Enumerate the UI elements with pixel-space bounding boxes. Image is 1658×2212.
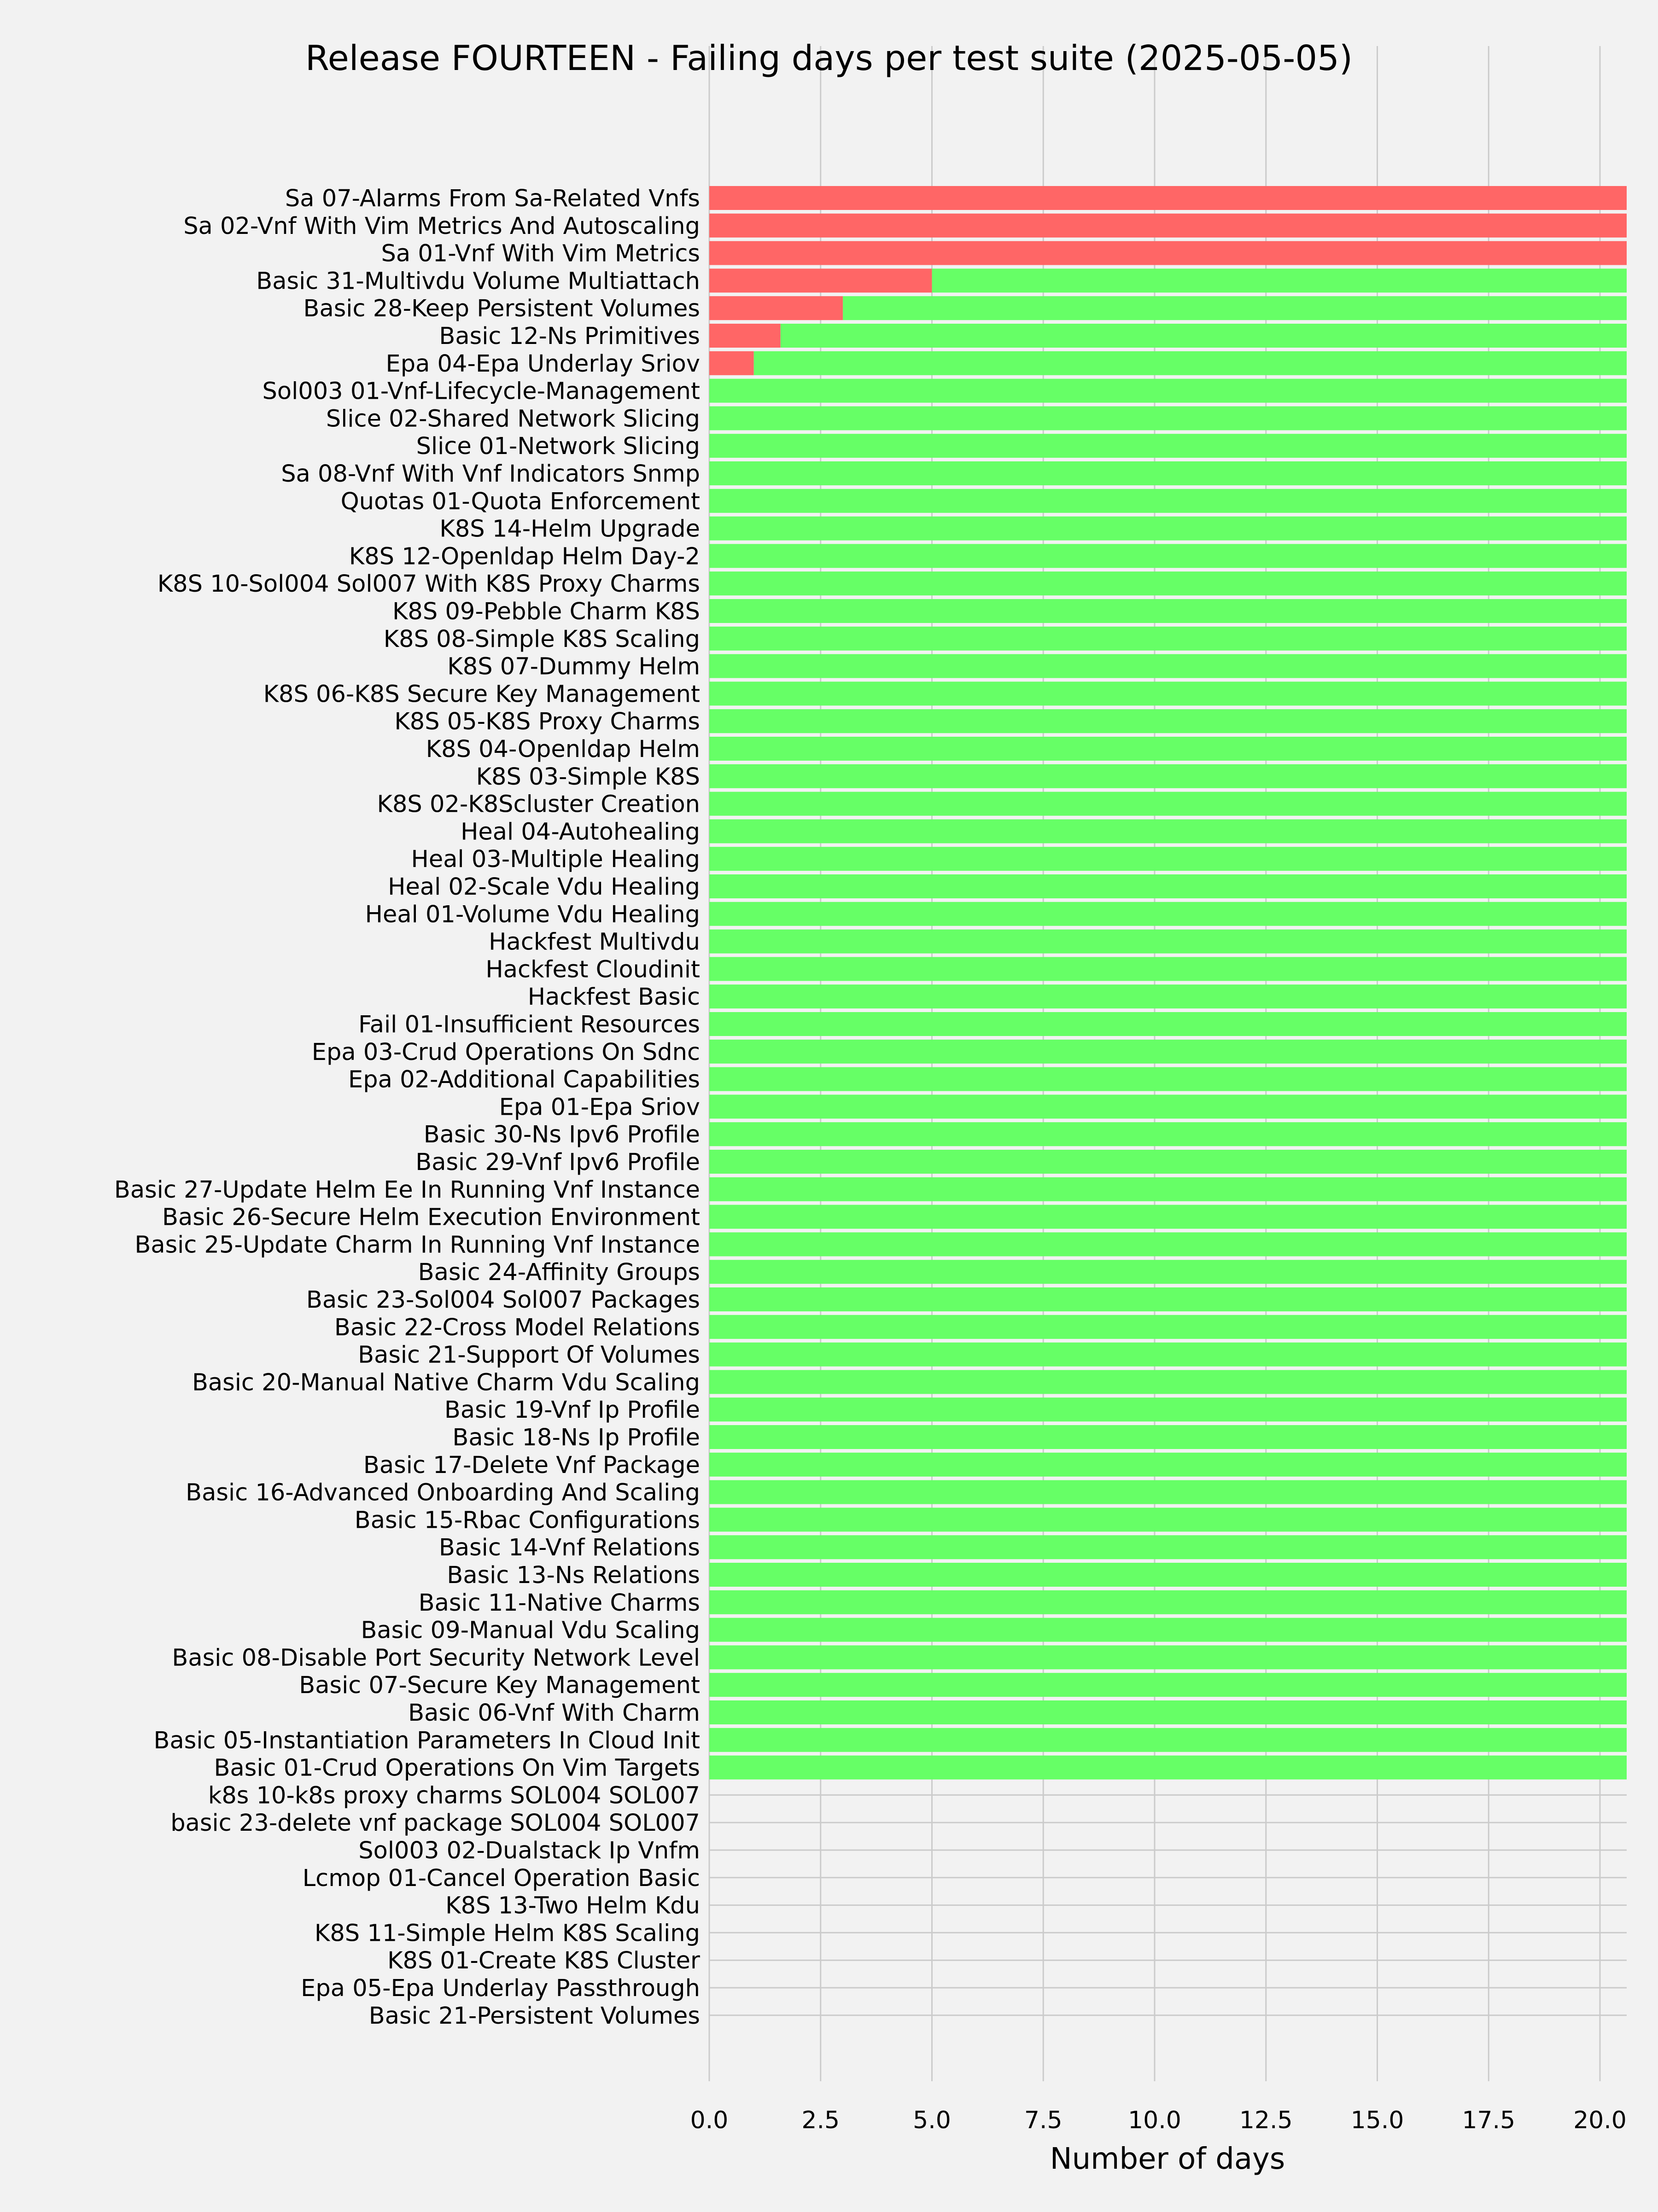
category-label: Epa 03-Crud Operations On Sdnc [311, 1038, 700, 1066]
pass-bar [709, 599, 1627, 623]
category-label: Basic 19-Vnf Ip Profile [444, 1397, 700, 1424]
pass-bar [709, 847, 1627, 871]
pass-bar [709, 681, 1627, 705]
category-label: Basic 13-Ns Relations [447, 1562, 700, 1589]
pass-bar [709, 819, 1627, 843]
pass-bar [709, 792, 1627, 816]
pass-bar [709, 737, 1627, 761]
category-label: Sol003 01-Vnf-Lifecycle-Management [262, 378, 700, 405]
pass-bar [709, 1177, 1627, 1201]
pass-bar [709, 406, 1627, 430]
pass-bar [709, 544, 1627, 568]
pass-bar [709, 571, 1627, 595]
pass-bar [709, 1067, 1627, 1091]
category-label: basic 23-delete vnf package SOL004 SOL007 [170, 1810, 700, 1837]
pass-bar [709, 627, 1627, 651]
category-label: Sa 01-Vnf With Vim Metrics [381, 240, 700, 268]
pass-bar [709, 379, 1627, 403]
pass-bar [709, 1728, 1627, 1752]
fail-bar [709, 214, 1627, 238]
category-label: Basic 14-Vnf Relations [438, 1534, 700, 1562]
category-label: K8S 11-Simple Helm K8S Scaling [314, 1920, 700, 1947]
pass-bar [709, 764, 1627, 788]
fail-bar [709, 268, 932, 292]
category-label: Basic 31-Multivdu Volume Multiattach [256, 268, 700, 295]
pass-bar [709, 1122, 1627, 1146]
pass-bar [709, 1315, 1627, 1339]
x-tick-label: 7.5 [1024, 2107, 1063, 2134]
category-label: Basic 25-Update Charm In Running Vnf Instance [134, 1231, 700, 1259]
category-label: Quotas 01-Quota Enforcement [340, 488, 700, 515]
category-label: K8S 14-Helm Upgrade [439, 515, 700, 543]
category-label: Fail 01-Insufficient Resources [358, 1011, 700, 1038]
pass-bar [709, 1150, 1627, 1174]
pass-bar [709, 1040, 1627, 1064]
pass-bar [932, 268, 1627, 292]
x-axis-ticks [690, 2107, 1627, 2134]
x-tick-label: 17.5 [1462, 2107, 1516, 2134]
category-label: K8S 12-Openldap Helm Day-2 [349, 543, 700, 570]
pass-bar [709, 902, 1627, 926]
category-label: Basic 22-Cross Model Relations [334, 1314, 700, 1341]
pass-bar [709, 1645, 1627, 1669]
category-label: Basic 15-Rbac Configurations [354, 1507, 700, 1534]
category-label: Hackfest Multivdu [489, 928, 700, 956]
category-label: Basic 27-Update Helm Ee In Running Vnf Instance [114, 1176, 700, 1204]
pass-bar [709, 489, 1627, 513]
category-label: Sol003 02-Dualstack Ip Vnfm [358, 1837, 700, 1864]
pass-bar [709, 1535, 1627, 1559]
category-label: Epa 04-Epa Underlay Sriov [385, 350, 700, 378]
pass-bar [709, 1508, 1627, 1531]
category-label: Basic 06-Vnf With Charm [408, 1700, 700, 1727]
category-label: Basic 21-Persistent Volumes [368, 2002, 700, 2030]
category-label: Basic 24-Affinity Groups [418, 1259, 700, 1286]
category-label: K8S 04-Openldap Helm [426, 736, 700, 763]
pass-bar [709, 517, 1627, 541]
pass-bar [709, 1370, 1627, 1394]
fail-bar [709, 296, 843, 320]
category-label: Basic 18-Ns Ip Profile [452, 1424, 700, 1451]
x-tick-label: 12.5 [1239, 2107, 1293, 2134]
pass-bar [709, 1563, 1627, 1587]
pass-bar [709, 709, 1627, 733]
pass-bar [709, 1094, 1627, 1118]
category-label: Basic 09-Manual Vdu Scaling [361, 1617, 700, 1644]
category-label: Hackfest Cloudinit [485, 956, 700, 984]
x-tick-label: 20.0 [1573, 2107, 1627, 2134]
category-label: Basic 30-Ns Ipv6 Profile [423, 1121, 700, 1149]
pass-bar [709, 434, 1627, 458]
pass-bar [709, 1232, 1627, 1256]
pass-bar [709, 1618, 1627, 1642]
x-tick-label: 15.0 [1350, 2107, 1404, 2134]
pass-bar [709, 654, 1627, 678]
category-label: Epa 05-Epa Underlay Passthrough [301, 1975, 700, 2002]
category-label: Heal 04-Autohealing [461, 818, 700, 846]
category-label: Basic 21-Support Of Volumes [358, 1341, 700, 1369]
category-label: K8S 09-Pebble Charm K8S [392, 598, 700, 625]
category-label: Lcmop 01-Cancel Operation Basic [302, 1864, 700, 1892]
fail-bar [709, 241, 1627, 265]
pass-bar [843, 296, 1627, 320]
category-label: Basic 28-Keep Persistent Volumes [303, 295, 700, 323]
x-tick-label: 10.0 [1128, 2107, 1181, 2134]
pass-bar [709, 1453, 1627, 1477]
pass-bar [709, 1673, 1627, 1697]
category-label: K8S 13-Two Helm Kdu [445, 1892, 700, 1920]
category-label: K8S 01-Create K8S Cluster [387, 1947, 700, 1975]
category-label: Basic 12-Ns Primitives [439, 323, 700, 350]
pass-bar [709, 874, 1627, 898]
category-label: Slice 01-Network Slicing [416, 433, 700, 460]
pass-bar [709, 1700, 1627, 1724]
category-label: Basic 16-Advanced Onboarding And Scaling [186, 1479, 700, 1507]
category-label: Heal 03-Multiple Healing [411, 846, 700, 873]
category-label: Heal 02-Scale Vdu Healing [388, 873, 700, 901]
category-label: Basic 23-Sol004 Sol007 Packages [306, 1286, 700, 1314]
category-label: K8S 08-Simple K8S Scaling [383, 625, 700, 653]
pass-bar [709, 1756, 1627, 1780]
pass-bar [709, 461, 1627, 485]
category-label: Slice 02-Shared Network Slicing [326, 405, 700, 433]
category-label: Epa 02-Additional Capabilities [348, 1066, 700, 1094]
pass-bar [709, 1425, 1627, 1449]
chart-title: Release FOURTEEN - Failing days per test suite (2025-05-05) [305, 38, 1353, 78]
category-label: Heal 01-Volume Vdu Healing [365, 901, 700, 928]
category-label: Sa 02-Vnf With Vim Metrics And Autoscaling [183, 212, 700, 240]
category-label: Basic 26-Secure Helm Execution Environment [162, 1204, 700, 1231]
category-label: K8S 03-Simple K8S [476, 763, 700, 791]
fail-bar [709, 324, 781, 348]
category-label: Basic 17-Delete Vnf Package [363, 1451, 700, 1479]
pass-bar [709, 1287, 1627, 1311]
pass-bar [709, 1343, 1627, 1367]
category-label: k8s 10-k8s proxy charms SOL004 SOL007 [208, 1782, 700, 1810]
x-tick-label: 0.0 [690, 2107, 729, 2134]
pass-bar [709, 1260, 1627, 1284]
pass-bar [781, 324, 1627, 348]
category-label: Sa 08-Vnf With Vnf Indicators Snmp [281, 460, 700, 488]
pass-bar [709, 1205, 1627, 1229]
pass-bar [709, 930, 1627, 954]
category-label: Basic 05-Instantiation Parameters In Cloud Init [153, 1727, 700, 1754]
fail-bar [709, 351, 754, 375]
category-label: Basic 07-Secure Key Management [299, 1672, 700, 1700]
pass-bar [709, 984, 1627, 1008]
category-label: K8S 07-Dummy Helm [447, 653, 700, 681]
category-label: Basic 11-Native Charms [418, 1589, 700, 1617]
x-axis-label: Number of days [1050, 2142, 1285, 2176]
category-label: Basic 20-Manual Native Charm Vdu Scaling [192, 1369, 700, 1397]
pass-bar [709, 1590, 1627, 1614]
pass-bar [754, 351, 1627, 375]
category-label: K8S 02-K8Scluster Creation [377, 791, 700, 818]
pass-bar [709, 1397, 1627, 1421]
x-tick-label: 2.5 [801, 2107, 840, 2134]
x-tick-label: 5.0 [913, 2107, 951, 2134]
fail-bar [709, 186, 1627, 210]
category-label: K8S 06-K8S Secure Key Management [263, 681, 700, 708]
category-label: K8S 05-K8S Proxy Charms [394, 708, 700, 736]
category-label: Epa 01-Epa Sriov [499, 1094, 700, 1121]
category-label: Hackfest Basic [527, 984, 700, 1011]
pass-bar [709, 1480, 1627, 1504]
category-label: Basic 08-Disable Port Security Network Level [172, 1644, 700, 1672]
category-label: Basic 29-Vnf Ipv6 Profile [415, 1149, 700, 1176]
category-label: Sa 07-Alarms From Sa-Related Vnfs [285, 185, 700, 212]
category-label: Basic 01-Crud Operations On Vim Targets [214, 1754, 700, 1782]
category-label: K8S 10-Sol004 Sol007 With K8S Proxy Charms [157, 570, 700, 598]
pass-bar [709, 1012, 1627, 1036]
pass-bar [709, 957, 1627, 981]
